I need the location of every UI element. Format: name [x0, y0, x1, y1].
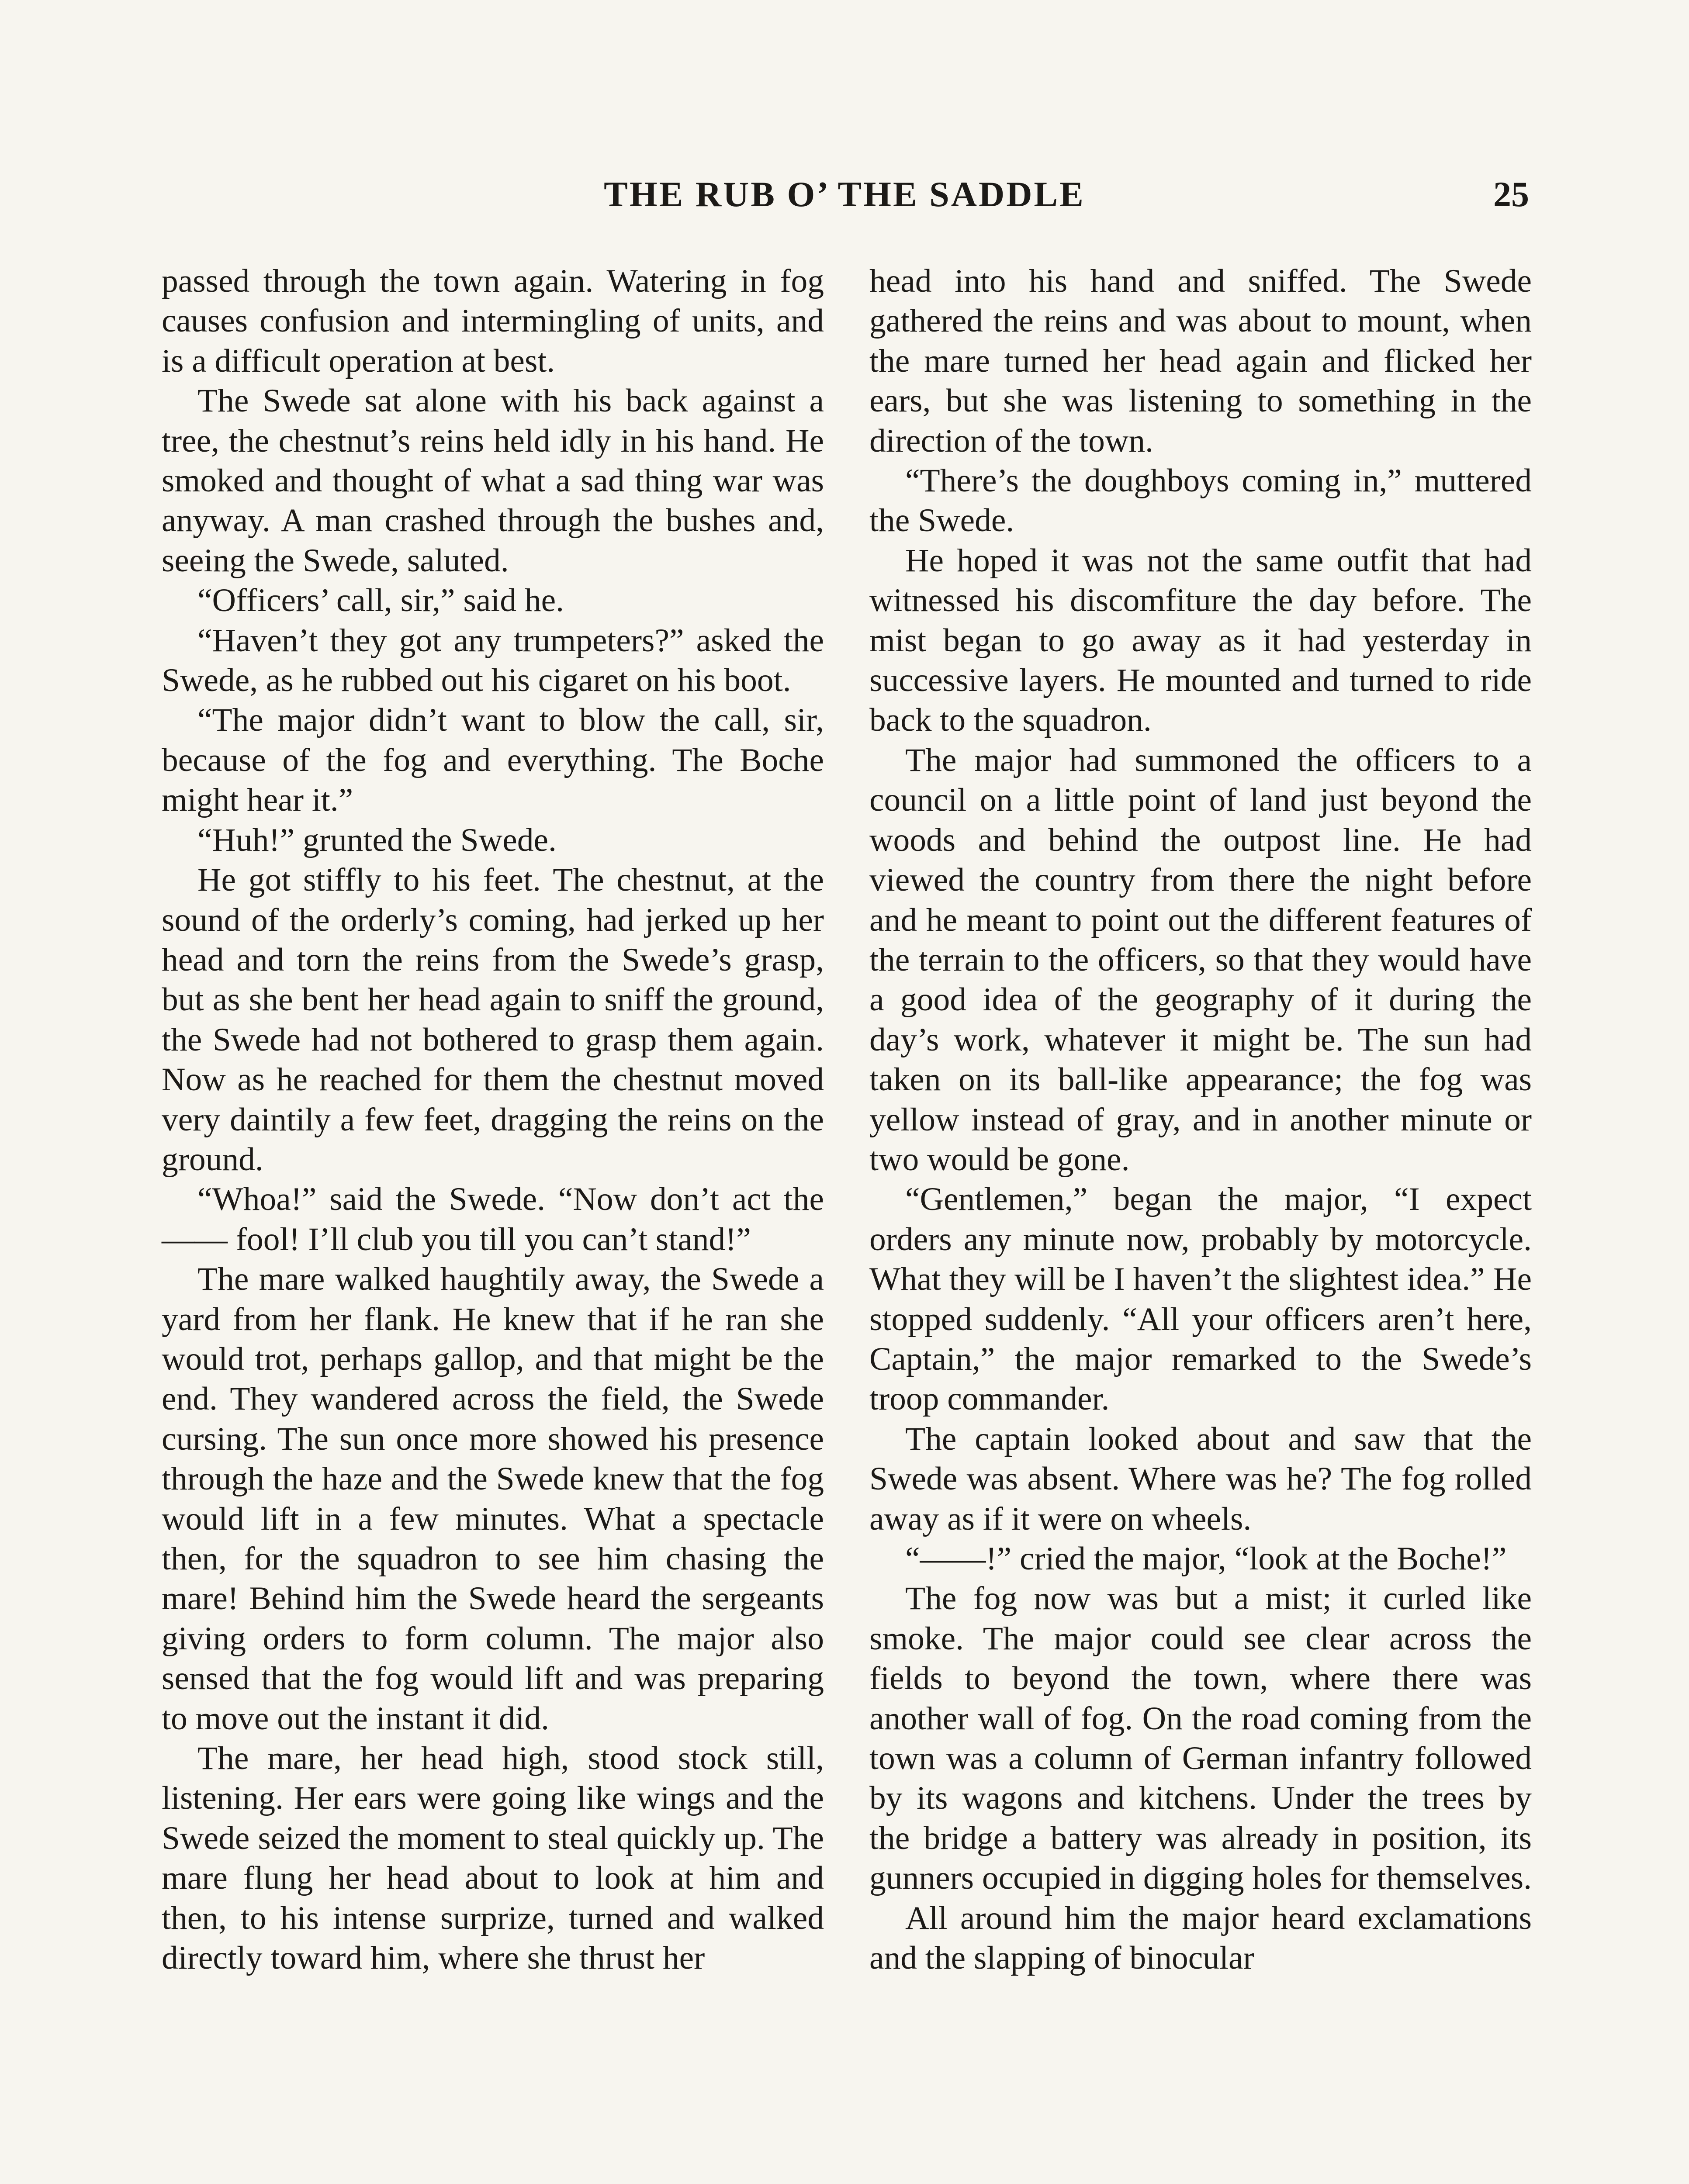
- paragraph: “Whoa!” said the Swede. “Now don’t act the —— fool! I’ll club you till you can’t stand!”: [162, 1181, 824, 1258]
- paragraph: The fog now was but a mist; it curled like smoke. The major could see clear across the fields to beyond the town, where there was another wall of fog. On the road coming from the town was a column of German infantry followed by its wagons and kitchens. Under the trees by the bridge a battery was already in position, its gunners occupied in digging holes for themselves.: [869, 1580, 1532, 1897]
- right-column: [869, 261, 1532, 1978]
- paragraph: “The major didn’t want to blow the call, sir, because of the fog and everything. The Boche might hear it.”: [162, 702, 824, 819]
- left-column: [162, 261, 824, 1978]
- page-header: [0, 174, 1689, 226]
- paragraph: The Swede sat alone with his back against a tree, the chestnut’s reins held idly in his hand. He smoked and thought of what a sad thing war was anyway. A man crashed through the bushes and, seeing the Swede, saluted.: [162, 383, 824, 579]
- paragraph: “There’s the doughboys coming in,” muttered the Swede.: [869, 463, 1532, 539]
- paragraph: The major had summoned the officers to a council on a little point of land just beyond the woods and behind the outpost line. He had viewed the country from there the night before and he meant to point out the different features of the terrain to the officers, so that they would have a good idea of the geography of it during the day’s work, whatever it might be. The sun had taken on its ball-like appearance; the fog was yellow instead of gray, and in another minute or two would be gone.: [869, 742, 1532, 1178]
- running-title: THE RUB O’ THE SADDLE: [604, 174, 1085, 214]
- paragraph: “Gentlemen,” began the major, “I expect orders any minute now, probably by motorcycle. What they will be I haven’t the slightest idea.” He stopped suddenly. “All your officers aren’t here, Captain,” the major remarked to the Swede’s troop commander.: [869, 1181, 1532, 1417]
- paragraph: “Haven’t they got any trumpeters?” asked the Swede, as he rubbed out his cigaret on his boot.: [162, 622, 824, 699]
- paragraph: The mare walked haughtily away, the Swede a yard from her flank. He knew that if he ran she would trot, perhaps gallop, and that might be the end. They wandered across the field, the Swede cursing. The sun once more showed his presence through the haze and the Swede knew that the fog would lift in a few minutes. What a spectacle then, for the squadron to see him chasing the mare! Behind him the Swede heard the sergeants giving orders to form column. The major also sensed that the fog would lift and was preparing to move out the instant it did.: [162, 1261, 824, 1737]
- paragraph: “——!” cried the major, “look at the Boche!”: [905, 1541, 1507, 1577]
- paragraph: He hoped it was not the same outfit that had witnessed his discomfiture the day before. The mist began to go away as it had yesterday in successive layers. He mounted and turned to ride back to the squadron.: [869, 542, 1532, 739]
- page-number: 25: [1493, 174, 1529, 214]
- paragraph: All around him the major heard exclamations and the slapping of binocular: [869, 1900, 1532, 1977]
- paragraph: “Officers’ call, sir,” said he.: [197, 582, 564, 619]
- paragraph: He got stiffly to his feet. The chestnut, at the sound of the orderly’s coming, had jerked up her head and torn the reins from the Swede’s grasp, but as she bent her head again to sniff the ground, the Swede had not bothered to grasp them again. Now as he reached for them the chestnut moved very daintily a few feet, dragging the reins on the ground.: [162, 862, 824, 1178]
- paragraph: head into his hand and sniffed. The Swede gathered the reins and was about to mount, when the mare turned her head again and flicked her ears, but she was listening to something in the direction of the town.: [869, 263, 1532, 459]
- paragraph: passed through the town again. Watering in fog causes confusion and intermingling of units, and is a difficult operation at best.: [162, 263, 824, 379]
- paragraph: “Huh!” grunted the Swede.: [197, 822, 557, 858]
- paragraph: The captain looked about and saw that the Swede was absent. Where was he? The fog rolled away as if it were on wheels.: [869, 1420, 1532, 1537]
- paragraph: The mare, her head high, stood stock still, listening. Her ears were going like wings and the Swede seized the moment to steal quickly up. The mare flung her head about to look at him and then, to his intense surprize, turned and walked directly toward him, where she thrust her: [162, 1740, 824, 1977]
